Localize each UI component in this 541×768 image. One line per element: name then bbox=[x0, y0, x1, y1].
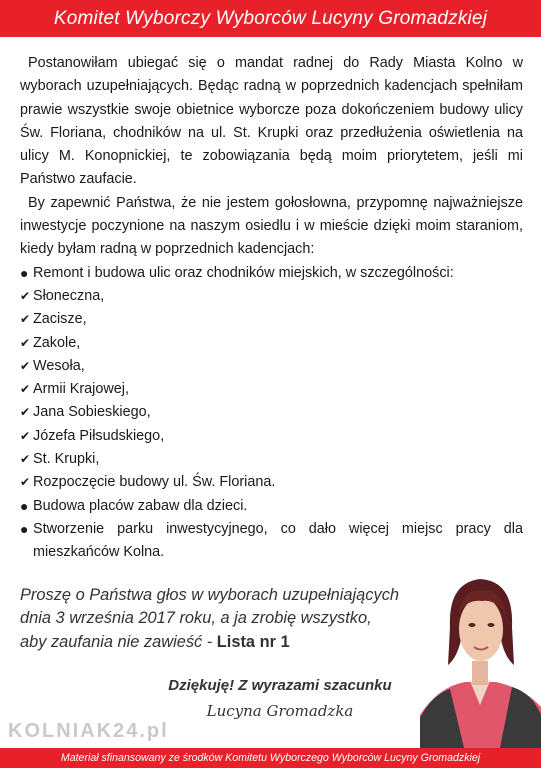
list-item bbox=[20, 401, 523, 424]
achievements-list bbox=[20, 262, 523, 565]
list-item bbox=[20, 425, 523, 448]
bullet-icon: ● bbox=[20, 497, 29, 514]
list-item-text: Wesoła, bbox=[33, 357, 85, 374]
check-icon: ✔ bbox=[20, 288, 31, 303]
closing-thanks: Dziękuję! Z wyrazami szacunku bbox=[168, 677, 392, 694]
bullet-icon: ● bbox=[20, 264, 29, 281]
appeal-text bbox=[20, 584, 440, 654]
list-item bbox=[20, 495, 523, 518]
leaflet-body bbox=[20, 52, 523, 565]
check-icon: ✔ bbox=[20, 405, 31, 420]
intro-paragraph-1: Postanowiłam ubiegać się o mandat radnej do Rady Miasta Kolno w wyborach uzupełniających. Będąc radną w poprzednich kadencjach spełniłam prawie wszystkie swoje obietnice wyborcze poza dokończeniem budowy ulicy Św. Floriana, chodników na ul. St. Krupki oraz przedłużenia oświetlenia na ulicy M. Konopnickiej, te zobowiązania będą moim priorytetem, jeśli mi Państwo zaufacie. bbox=[20, 55, 523, 188]
list-item bbox=[20, 285, 523, 308]
bullet-icon: ● bbox=[20, 520, 29, 537]
list-item bbox=[20, 518, 523, 565]
list-item bbox=[20, 378, 523, 401]
list-item bbox=[20, 262, 523, 285]
list-item-text: Budowa placów zabaw dla dzieci. bbox=[33, 497, 248, 514]
check-icon: ✔ bbox=[20, 335, 31, 350]
intro-paragraph-2: By zapewnić Państwa, że nie jestem gołosłowna, przypomnę najważniejsze inwestycje poczynione na naszym osiedlu i w mieście dzięki moim staraniom, kiedy byłam radną w poprzednich kadencjach: bbox=[20, 194, 523, 258]
check-icon: ✔ bbox=[20, 312, 31, 327]
list-item bbox=[20, 308, 523, 331]
check-icon: ✔ bbox=[20, 382, 31, 397]
list-item-text: Armii Krajowej, bbox=[33, 381, 129, 398]
list-item-text: Zacisze, bbox=[33, 311, 87, 328]
watermark: KOLNIAK24.pl bbox=[8, 720, 169, 742]
appeal-line-3 bbox=[20, 631, 440, 654]
check-icon: ✔ bbox=[20, 358, 31, 373]
appeal-line-3-text: aby zaufania nie zawieść - bbox=[20, 632, 217, 651]
list-number-label: Lista nr 1 bbox=[216, 632, 290, 651]
footer-note: Materiał sfinansowany ze środków Komitetu Wyborczego Wyborców Lucyny Gromadzkiej bbox=[0, 748, 541, 768]
list-item-text: Zakole, bbox=[33, 334, 81, 351]
list-item-text: Słoneczna, bbox=[33, 287, 105, 304]
list-item bbox=[20, 448, 523, 471]
list-item bbox=[20, 332, 523, 355]
list-item-text: Józefa Piłsudskiego, bbox=[33, 427, 165, 444]
check-icon: ✔ bbox=[20, 452, 31, 467]
list-item-text: Remont i budowa ulic oraz chodników miejskich, w szczególności: bbox=[33, 264, 454, 281]
candidate-portrait bbox=[420, 565, 541, 748]
list-item bbox=[20, 471, 523, 494]
list-item-text: Stworzenie parku inwestycyjnego, co dało więcej miejsc pracy dla mieszkańców Kolna. bbox=[33, 520, 523, 561]
list-item-text: St. Krupki, bbox=[33, 451, 100, 468]
check-icon: ✔ bbox=[20, 428, 31, 443]
check-icon: ✔ bbox=[20, 475, 31, 490]
signature: Lucyna Gromadzka bbox=[206, 702, 354, 720]
list-item-text: Jana Sobieskiego, bbox=[33, 404, 151, 421]
appeal-line-1: Proszę o Państwa głos w wyborach uzupełniających bbox=[20, 586, 400, 604]
list-item-text: Rozpoczęcie budowy ul. Św. Floriana. bbox=[33, 474, 276, 491]
header-title: Komitet Wyborczy Wyborców Lucyny Gromadzkiej bbox=[0, 0, 541, 37]
list-item bbox=[20, 355, 523, 378]
appeal-line-2: dnia 3 września 2017 roku, a ja zrobię wszystko, bbox=[20, 609, 372, 628]
